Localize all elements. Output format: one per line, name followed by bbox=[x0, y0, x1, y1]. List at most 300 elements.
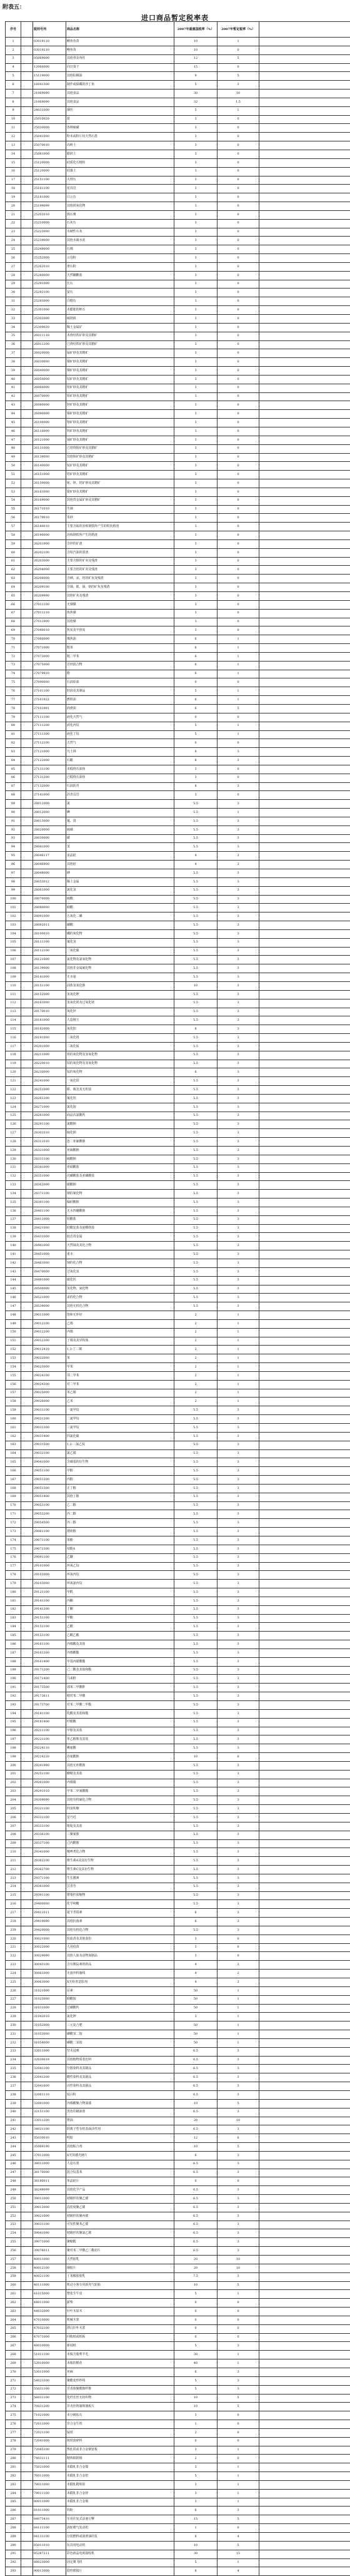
row-mark bbox=[21, 280, 33, 289]
row-mark bbox=[21, 193, 33, 202]
table-row bbox=[6, 2143, 350, 2152]
table-row bbox=[6, 1952, 350, 1961]
row-mark bbox=[21, 2498, 33, 2507]
row-mark bbox=[21, 2221, 33, 2229]
row-mfn-rate: 3 bbox=[174, 566, 218, 575]
row-seq: 38 bbox=[6, 358, 21, 367]
row-seq: 233 bbox=[6, 2047, 21, 2056]
row-provisional-rate: 1 bbox=[218, 730, 259, 739]
row-product-name: 氟、溴 bbox=[66, 817, 174, 825]
row-mark bbox=[21, 63, 33, 72]
row-tariff-code: 35030010 bbox=[33, 2134, 66, 2143]
row-blank bbox=[259, 523, 350, 531]
row-mark bbox=[21, 1709, 33, 1718]
row-provisional-rate: 0 bbox=[218, 523, 259, 531]
row-provisional-rate: 0 bbox=[218, 514, 259, 523]
row-blank bbox=[259, 367, 350, 376]
row-blank bbox=[259, 1120, 350, 1129]
row-seq: 92 bbox=[6, 825, 21, 834]
row-product-name: 其他有机化合物 bbox=[66, 1926, 174, 1935]
table-row bbox=[6, 245, 350, 254]
row-mfn-rate: 1 bbox=[174, 2420, 218, 2429]
table-row bbox=[6, 340, 350, 349]
row-mark bbox=[21, 150, 33, 158]
row-provisional-rate: 3 bbox=[218, 1623, 259, 1632]
row-seq: 134 bbox=[6, 1190, 21, 1199]
row-tariff-code: 28046900 bbox=[33, 861, 66, 869]
row-product-name: 柠檬酸 bbox=[66, 1718, 174, 1727]
row-mfn-rate: 3 bbox=[174, 436, 218, 444]
row-tariff-code: 28041000 bbox=[33, 843, 66, 852]
row-tariff-code: 53011000 bbox=[33, 2368, 66, 2376]
row-mfn-rate: 12 bbox=[174, 54, 218, 63]
row-tariff-code: 27131200 bbox=[33, 774, 66, 782]
row-mark bbox=[21, 2324, 33, 2333]
row-tariff-code: 28341000 bbox=[33, 1163, 66, 1172]
row-product-name: 回收纸或纸板 bbox=[66, 2333, 174, 2342]
row-provisional-rate: 5 bbox=[218, 704, 259, 713]
row-product-name: 薄荷醇 bbox=[66, 1528, 174, 1536]
row-mfn-rate: 50 bbox=[174, 2038, 218, 2047]
row-blank bbox=[259, 566, 350, 575]
row-product-name: 炼焦煤 bbox=[66, 609, 174, 618]
table-row bbox=[6, 869, 350, 878]
row-mfn-rate: 6 bbox=[174, 2507, 218, 2515]
table-row bbox=[6, 2169, 350, 2177]
row-seq: 66 bbox=[6, 600, 21, 609]
row-blank bbox=[259, 1753, 350, 1762]
row-blank bbox=[259, 2108, 350, 2117]
row-provisional-rate: 1 bbox=[218, 2021, 259, 2030]
row-product-name: 锌矿砂及其精矿 bbox=[66, 401, 174, 410]
row-tariff-code: 28111100 bbox=[33, 938, 66, 947]
row-product-name: 铌、钽、钒矿砂及其精矿 bbox=[66, 479, 174, 488]
row-product-name: 稀土金属 bbox=[66, 877, 174, 886]
row-mfn-rate: 6.5 bbox=[174, 2065, 218, 2073]
row-blank bbox=[259, 46, 350, 54]
row-mark bbox=[21, 2489, 33, 2498]
row-tariff-code: 26139000 bbox=[33, 453, 66, 462]
row-product-name: 钨矿砂及其精矿 bbox=[66, 427, 174, 436]
row-product-name: 对二甲苯 bbox=[66, 1380, 174, 1389]
row-product-name: 含铅汽油的淤渣 bbox=[66, 548, 174, 557]
row-mark bbox=[21, 2376, 33, 2385]
row-mark bbox=[21, 1276, 33, 1285]
table-row bbox=[6, 436, 350, 444]
row-mfn-rate: 6 bbox=[174, 2151, 218, 2160]
row-seq: 256 bbox=[6, 2247, 21, 2256]
row-mfn-rate: 5.5 bbox=[174, 1874, 218, 1883]
row-blank bbox=[259, 2541, 350, 2550]
row-product-name: 煤焦油 bbox=[66, 635, 174, 644]
table-row bbox=[6, 1129, 350, 1138]
row-tariff-code: 29321100 bbox=[33, 1805, 66, 1814]
row-mark bbox=[21, 167, 33, 176]
column-header-provisional-rate: 2007年暂定税率（%） bbox=[218, 22, 259, 38]
row-product-name: 各种硫磺 bbox=[66, 124, 174, 133]
row-tariff-code: 31052000 bbox=[33, 2021, 66, 2030]
row-mfn-rate: 5.5 bbox=[174, 1632, 218, 1640]
row-blank bbox=[259, 2316, 350, 2324]
row-blank bbox=[259, 262, 350, 271]
row-tariff-code: 28539000 bbox=[33, 1302, 66, 1311]
row-blank bbox=[259, 1294, 350, 1302]
row-mfn-rate: 5.5 bbox=[174, 1501, 218, 1510]
row-mark bbox=[21, 1779, 33, 1787]
table-row bbox=[6, 72, 350, 81]
row-mark bbox=[21, 1224, 33, 1233]
row-mfn-rate: 8 bbox=[174, 782, 218, 791]
table-row bbox=[6, 861, 350, 869]
row-seq: 17 bbox=[6, 176, 21, 185]
row-provisional-rate: 3 bbox=[218, 782, 259, 791]
row-seq: 88 bbox=[6, 791, 21, 800]
row-tariff-code: 29331100 bbox=[33, 1813, 66, 1822]
row-provisional-rate: 3 bbox=[218, 973, 259, 982]
table-row bbox=[6, 1163, 350, 1172]
row-mark bbox=[21, 1753, 33, 1762]
row-provisional-rate: 3 bbox=[218, 1147, 259, 1155]
row-seq: 61 bbox=[6, 557, 21, 566]
row-mfn-rate: 5.5 bbox=[174, 1129, 218, 1138]
table-row bbox=[6, 1215, 350, 1224]
row-provisional-rate: 1 bbox=[218, 38, 259, 46]
row-seq: 276 bbox=[6, 2420, 21, 2429]
row-blank bbox=[259, 1701, 350, 1710]
row-mfn-rate: 5.5 bbox=[174, 1528, 218, 1536]
row-seq: 24 bbox=[6, 237, 21, 245]
row-tariff-code: 29337100 bbox=[33, 1839, 66, 1848]
row-seq: 96 bbox=[6, 861, 21, 869]
row-mfn-rate: 3 bbox=[174, 367, 218, 376]
row-blank bbox=[259, 1813, 350, 1822]
row-mark bbox=[21, 1138, 33, 1147]
row-mark bbox=[21, 2359, 33, 2368]
row-product-name: 甲苯二异氰酸酯 bbox=[66, 1787, 174, 1796]
table-row bbox=[6, 106, 350, 115]
row-tariff-code: 25199099 bbox=[33, 202, 66, 211]
row-mark bbox=[21, 1648, 33, 1657]
row-blank bbox=[259, 1727, 350, 1735]
row-mark bbox=[21, 2333, 33, 2342]
row-blank bbox=[259, 1172, 350, 1181]
row-product-name: 偏硅酸钠 bbox=[66, 1199, 174, 1207]
row-product-name: 初级形状聚氯乙烯 bbox=[66, 2229, 174, 2238]
row-provisional-rate: 0 bbox=[218, 401, 259, 410]
row-product-name: 氯乙烯 bbox=[66, 1449, 174, 1458]
row-product-name: 主要含铝的矿灰及残渣 bbox=[66, 566, 174, 575]
table-row bbox=[6, 1857, 350, 1866]
row-product-name: 一氯甲烷 bbox=[66, 1406, 174, 1415]
row-mfn-rate: 6.5 bbox=[174, 2056, 218, 2065]
row-mfn-rate: 0 bbox=[174, 2324, 218, 2333]
row-provisional-rate: 1 bbox=[218, 1346, 259, 1354]
row-product-name: 未膨胀的蛭石 bbox=[66, 306, 174, 315]
row-provisional-rate: 0 bbox=[218, 271, 259, 280]
row-mark bbox=[21, 539, 33, 548]
row-mark bbox=[21, 618, 33, 626]
row-seq: 200 bbox=[6, 1761, 21, 1770]
row-blank bbox=[259, 2047, 350, 2056]
row-tariff-code: 39076011 bbox=[33, 2247, 66, 2256]
row-product-name: 铀矿砂及其精矿 bbox=[66, 436, 174, 444]
row-provisional-rate: 0 bbox=[218, 583, 259, 592]
row-product-name: 其他植物质着色料 bbox=[66, 2056, 174, 2065]
row-provisional-rate: 0 bbox=[218, 46, 259, 54]
row-seq: 275 bbox=[6, 2411, 21, 2420]
row-tariff-code: 29261000 bbox=[33, 1779, 66, 1787]
row-seq: 235 bbox=[6, 2065, 21, 2073]
row-mark bbox=[21, 1484, 33, 1493]
row-mark bbox=[21, 1684, 33, 1692]
row-blank bbox=[259, 185, 350, 193]
row-mark bbox=[21, 392, 33, 401]
row-seq: 59 bbox=[6, 539, 21, 548]
row-provisional-rate: 3 bbox=[218, 1519, 259, 1528]
row-mark bbox=[21, 843, 33, 852]
row-blank bbox=[259, 869, 350, 878]
row-product-name: 丁苯橡胶胶乳 bbox=[66, 2272, 174, 2281]
row-tariff-code: 25223000 bbox=[33, 228, 66, 237]
row-mark bbox=[21, 2160, 33, 2169]
row-product-name: 朱砂 bbox=[66, 514, 174, 523]
row-tariff-code: 72021100 bbox=[33, 2428, 66, 2437]
row-tariff-code: 28211000 bbox=[33, 1051, 66, 1060]
row-blank bbox=[259, 1467, 350, 1476]
row-seq: 205 bbox=[6, 1805, 21, 1814]
row-product-name: 锡矿砂及其精矿 bbox=[66, 410, 174, 419]
row-blank bbox=[259, 2082, 350, 2091]
row-tariff-code: 28141000 bbox=[33, 973, 66, 982]
table-row bbox=[6, 730, 350, 739]
row-tariff-code: 28441000 bbox=[33, 1242, 66, 1250]
row-seq: 157 bbox=[6, 1389, 21, 1398]
row-product-name: 玩具用电动机 bbox=[66, 2541, 174, 2550]
row-mfn-rate: 6.5 bbox=[174, 2125, 218, 2134]
row-mfn-rate: 5.5 bbox=[174, 956, 218, 964]
row-seq: 78 bbox=[6, 704, 21, 713]
row-mark bbox=[21, 1449, 33, 1458]
table-row bbox=[6, 384, 350, 392]
row-mfn-rate: 20 bbox=[174, 2256, 218, 2264]
table-row bbox=[6, 1571, 350, 1580]
row-product-name: 其他非金属硫化物 bbox=[66, 964, 174, 973]
table-row bbox=[6, 2299, 350, 2308]
table-row bbox=[6, 626, 350, 635]
row-blank bbox=[259, 2463, 350, 2472]
row-tariff-code: 29051400 bbox=[33, 1493, 66, 1501]
row-provisional-rate: 3 bbox=[218, 2203, 259, 2212]
row-mfn-rate: 5.5 bbox=[174, 1484, 218, 1493]
row-mark bbox=[21, 1510, 33, 1519]
table-row bbox=[6, 774, 350, 782]
row-seq: 63 bbox=[6, 575, 21, 583]
row-provisional-rate: 3 bbox=[218, 1215, 259, 1224]
table-row bbox=[6, 2550, 350, 2558]
row-mfn-rate: 0 bbox=[174, 2299, 218, 2308]
table-row bbox=[6, 843, 350, 852]
row-tariff-code: 39031100 bbox=[33, 2221, 66, 2229]
table-row bbox=[6, 1562, 350, 1571]
row-blank bbox=[259, 488, 350, 496]
row-provisional-rate: 0 bbox=[218, 436, 259, 444]
row-product-name: 水硬性石灰 bbox=[66, 228, 174, 237]
row-seq: 171 bbox=[6, 1510, 21, 1519]
row-seq: 46 bbox=[6, 427, 21, 436]
table-row bbox=[6, 2359, 350, 2368]
row-seq: 86 bbox=[6, 774, 21, 782]
row-blank bbox=[259, 1657, 350, 1666]
row-mark bbox=[21, 523, 33, 531]
row-blank bbox=[259, 1346, 350, 1354]
row-mfn-rate: 3 bbox=[174, 514, 218, 523]
row-product-name: 硅藻土 bbox=[66, 167, 174, 176]
row-provisional-rate: 3 bbox=[218, 1276, 259, 1285]
row-provisional-rate: 3 bbox=[218, 1718, 259, 1727]
row-mfn-rate: 6.5 bbox=[174, 2047, 218, 2056]
row-mfn-rate: 5.5 bbox=[174, 1744, 218, 1753]
row-blank bbox=[259, 1163, 350, 1172]
row-provisional-rate: 10 bbox=[218, 89, 259, 98]
row-provisional-rate: 3 bbox=[218, 1233, 259, 1242]
row-seq: 236 bbox=[6, 2073, 21, 2082]
row-blank bbox=[259, 1267, 350, 1276]
table-row bbox=[6, 1415, 350, 1424]
column-header-mark bbox=[21, 22, 33, 38]
row-tariff-code: 27111300 bbox=[33, 730, 66, 739]
row-seq: 225 bbox=[6, 1978, 21, 1987]
row-product-name: 甲基丙烯酸酯 bbox=[66, 1657, 174, 1666]
row-blank bbox=[259, 1371, 350, 1380]
row-provisional-rate: 3 bbox=[218, 1501, 259, 1510]
table-row bbox=[6, 1432, 350, 1441]
table-row bbox=[6, 2272, 350, 2281]
row-mfn-rate: 5.5 bbox=[174, 1891, 218, 1900]
row-mfn-rate: 5.5 bbox=[174, 912, 218, 921]
row-mfn-rate: 3 bbox=[174, 618, 218, 626]
row-mfn-rate: 5.5 bbox=[174, 1016, 218, 1025]
row-tariff-code: 29221100 bbox=[33, 1735, 66, 1744]
table-row bbox=[6, 1449, 350, 1458]
row-provisional-rate: 3 bbox=[218, 1025, 259, 1034]
row-seq: 265 bbox=[6, 2324, 21, 2333]
row-product-name: 胶态贵金属 bbox=[66, 1233, 174, 1242]
row-product-name: 石蜡 bbox=[66, 757, 174, 765]
row-provisional-rate: 5 bbox=[218, 2281, 259, 2290]
row-mark bbox=[21, 2247, 33, 2256]
row-seq: 232 bbox=[6, 2038, 21, 2047]
row-blank bbox=[259, 583, 350, 592]
row-provisional-rate: 0 bbox=[218, 488, 259, 496]
row-blank bbox=[259, 2212, 350, 2221]
row-provisional-rate: 1 bbox=[218, 670, 259, 678]
row-seq: 266 bbox=[6, 2333, 21, 2342]
row-provisional-rate: 0 bbox=[218, 2524, 259, 2533]
row-seq: 113 bbox=[6, 1008, 21, 1016]
row-mfn-rate: 2 bbox=[174, 1371, 218, 1380]
row-product-name: 己二酸及其盐和酯 bbox=[66, 1666, 174, 1675]
row-tariff-code: 28070000 bbox=[33, 895, 66, 904]
row-mark bbox=[21, 800, 33, 809]
row-provisional-rate: 3 bbox=[218, 1709, 259, 1718]
row-product-name: 膨润土 bbox=[66, 150, 174, 158]
row-mfn-rate: 5.5 bbox=[174, 1138, 218, 1147]
row-mark bbox=[21, 609, 33, 618]
row-product-name: 芸香苷 bbox=[66, 1883, 174, 1891]
row-mfn-rate: 10 bbox=[174, 981, 218, 990]
row-seq: 271 bbox=[6, 2376, 21, 2385]
row-provisional-rate: 3 bbox=[218, 956, 259, 964]
row-mark bbox=[21, 1215, 33, 1224]
row-tariff-code: 28181000 bbox=[33, 1016, 66, 1025]
row-provisional-rate: 0 bbox=[218, 539, 259, 548]
row-seq: 255 bbox=[6, 2238, 21, 2247]
row-provisional-rate: 3 bbox=[218, 2342, 259, 2351]
row-mark bbox=[21, 1727, 33, 1735]
row-mfn-rate: 3 bbox=[174, 2463, 218, 2472]
row-tariff-code: 31042010 bbox=[33, 2013, 66, 2021]
table-row bbox=[6, 254, 350, 263]
row-tariff-code: 29012100 bbox=[33, 1319, 66, 1328]
row-product-name: 二氯甲烷 bbox=[66, 1415, 174, 1424]
table-row bbox=[6, 471, 350, 479]
row-mark bbox=[21, 2056, 33, 2065]
row-provisional-rate: 3 bbox=[218, 1510, 259, 1519]
row-provisional-rate: 5 bbox=[218, 2394, 259, 2403]
table-row bbox=[6, 2021, 350, 2030]
row-seq: 36 bbox=[6, 340, 21, 349]
row-tariff-code: 29151100 bbox=[33, 1614, 66, 1623]
row-mfn-rate: 2 bbox=[174, 1346, 218, 1354]
table-row bbox=[6, 358, 350, 367]
row-mark bbox=[21, 1657, 33, 1666]
row-seq: 131 bbox=[6, 1163, 21, 1172]
row-seq: 15 bbox=[6, 158, 21, 167]
row-seq: 104 bbox=[6, 929, 21, 938]
row-provisional-rate: 3 bbox=[218, 1744, 259, 1753]
row-product-name: 碘 bbox=[66, 809, 174, 817]
table-row bbox=[6, 1077, 350, 1086]
row-blank bbox=[259, 886, 350, 895]
row-seq: 258 bbox=[6, 2264, 21, 2272]
row-mark bbox=[21, 791, 33, 800]
row-mfn-rate: 3 bbox=[174, 505, 218, 514]
row-seq: 246 bbox=[6, 2160, 21, 2169]
row-mark bbox=[21, 1701, 33, 1710]
table-row bbox=[6, 228, 350, 237]
row-tariff-code: 28500000 bbox=[33, 1285, 66, 1294]
row-product-name: 石棉 bbox=[66, 245, 174, 254]
row-provisional-rate: 3 bbox=[218, 2368, 259, 2376]
column-header-tariff-code: 税则号列 bbox=[33, 22, 66, 38]
row-product-name: 氢化物、氮化物 bbox=[66, 1285, 174, 1294]
table-row bbox=[6, 1103, 350, 1112]
row-blank bbox=[259, 1077, 350, 1086]
row-product-name: 铅矿砂及其精矿 bbox=[66, 392, 174, 401]
row-mfn-rate: 38 bbox=[174, 2351, 218, 2359]
row-seq: 242 bbox=[6, 2125, 21, 2134]
row-tariff-code: 28230000 bbox=[33, 1068, 66, 1077]
row-tariff-code: 26121000 bbox=[33, 436, 66, 444]
row-seq: 101 bbox=[6, 904, 21, 912]
table-row bbox=[6, 2498, 350, 2507]
row-blank bbox=[259, 210, 350, 219]
row-provisional-rate: 1 bbox=[218, 652, 259, 661]
row-seq: 7 bbox=[6, 89, 21, 98]
row-seq: 93 bbox=[6, 834, 21, 843]
row-product-name: 可发性聚苯乙烯 bbox=[66, 2221, 174, 2229]
row-mfn-rate: 15 bbox=[174, 63, 218, 72]
